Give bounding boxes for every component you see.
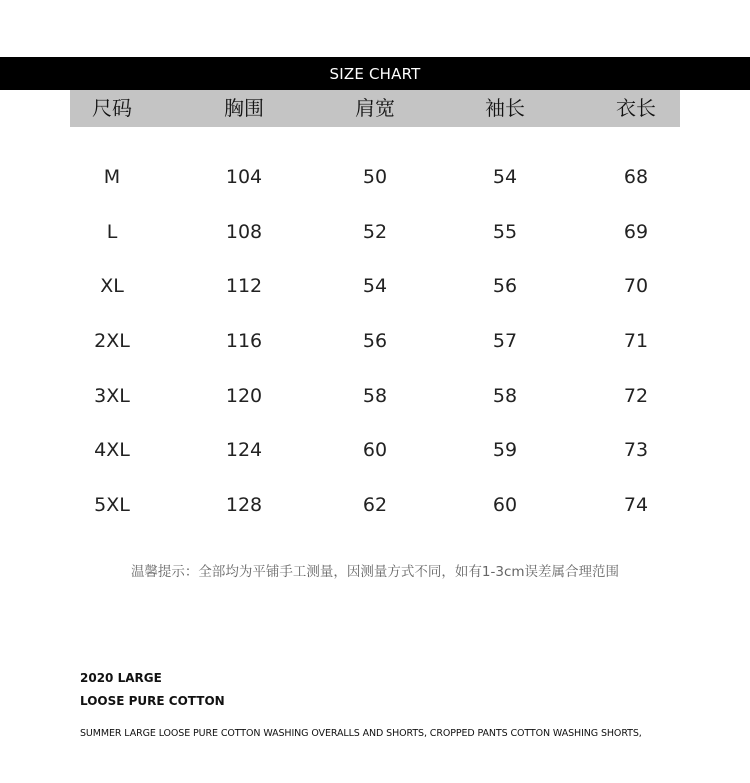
shoulder-cell: 58 (362, 385, 388, 407)
shoulder-cell: 50 (362, 166, 388, 188)
table-row (0, 381, 750, 411)
length-cell: 73 (623, 439, 649, 461)
table-row (0, 435, 750, 465)
header-length: 衣长 (616, 96, 656, 120)
table-header (70, 90, 680, 127)
chest-cell: 104 (225, 166, 263, 188)
header-sleeve: 袖长 (485, 96, 525, 120)
tagline-year: 2020 LARGE (80, 671, 162, 685)
chest-cell: 124 (225, 439, 263, 461)
sleeve-cell: 58 (492, 385, 518, 407)
table-row (0, 217, 750, 247)
sleeve-cell: 56 (492, 275, 518, 297)
length-cell: 72 (623, 385, 649, 407)
sleeve-cell: 54 (492, 166, 518, 188)
header-chest: 胸围 (224, 96, 264, 120)
length-cell: 70 (623, 275, 649, 297)
shoulder-cell: 56 (362, 330, 388, 352)
length-cell: 69 (623, 221, 649, 243)
product-description: SUMMER LARGE LOOSE PURE COTTON WASHING OVERALLS AND SHORTS, CROPPED PANTS COTTON WASHING SHORTS, (80, 728, 642, 739)
length-cell: 68 (623, 166, 649, 188)
chest-cell: 128 (225, 494, 263, 516)
length-cell: 74 (623, 494, 649, 516)
table-row (0, 162, 750, 192)
chest-cell: 112 (225, 275, 263, 297)
size-cell: XL (100, 275, 124, 297)
size-chart-title: SIZE CHART (0, 57, 750, 90)
sleeve-cell: 59 (492, 439, 518, 461)
chest-cell: 108 (225, 221, 263, 243)
chest-cell: 120 (225, 385, 263, 407)
table-row (0, 271, 750, 301)
shoulder-cell: 62 (362, 494, 388, 516)
size-cell: M (103, 166, 121, 188)
sleeve-cell: 57 (492, 330, 518, 352)
size-cell: 5XL (94, 494, 130, 516)
measurement-note: 温馨提示：全部均为平铺手工测量，因测量方式不同，如有1-3cm误差属合理范围 (130, 564, 620, 580)
size-cell: L (106, 221, 118, 243)
sleeve-cell: 60 (492, 494, 518, 516)
shoulder-cell: 60 (362, 439, 388, 461)
length-cell: 71 (623, 330, 649, 352)
chest-cell: 116 (225, 330, 263, 352)
tagline-material: LOOSE PURE COTTON (80, 694, 225, 708)
size-cell: 3XL (94, 385, 130, 407)
header-shoulder: 肩宽 (355, 96, 395, 120)
table-row (0, 326, 750, 356)
size-cell: 4XL (94, 439, 130, 461)
size-cell: 2XL (94, 330, 130, 352)
shoulder-cell: 54 (362, 275, 388, 297)
sleeve-cell: 55 (492, 221, 518, 243)
header-size: 尺码 (92, 96, 132, 120)
shoulder-cell: 52 (362, 221, 388, 243)
table-row (0, 490, 750, 520)
